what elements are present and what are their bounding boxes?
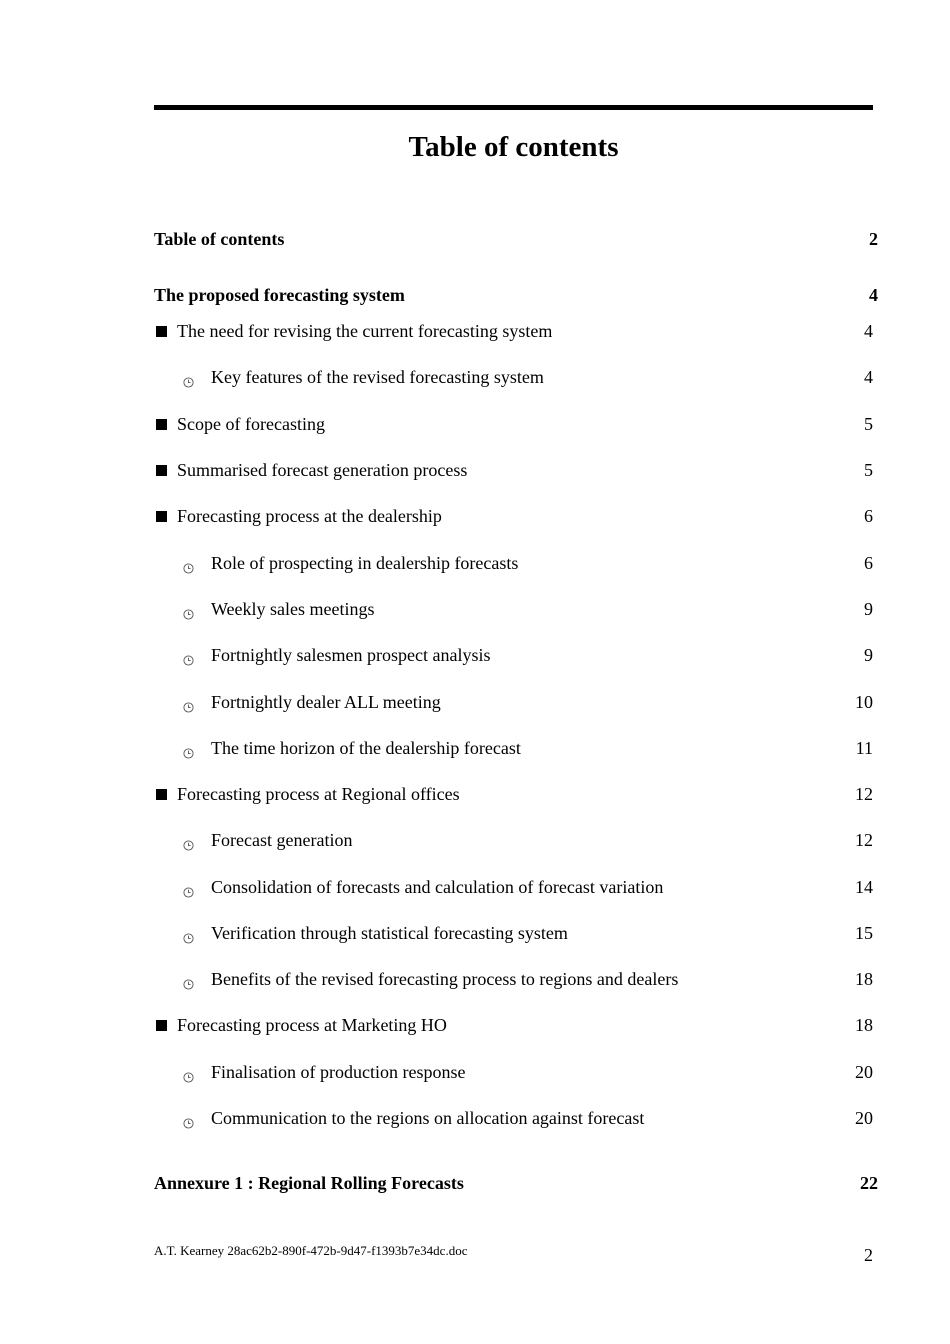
- toc-entry-page: 11: [855, 738, 873, 758]
- toc-entry-page: 2: [869, 229, 878, 249]
- toc-entry-title: Role of prospecting in dealership forecasts: [211, 553, 519, 573]
- toc-entry-page: 10: [855, 692, 873, 712]
- toc-entry[interactable]: [154, 1105, 878, 1131]
- footer-text: A.T. Kearney 28ac62b2-890f-472b-9d47-f1393b7e34dc.doc: [154, 1243, 468, 1258]
- toc-entry-title: Forecasting process at Marketing HO: [177, 1015, 447, 1035]
- toc-entry-page: 18: [855, 1015, 873, 1035]
- top-rule: [154, 105, 873, 110]
- toc-entry-page: 14: [855, 877, 873, 897]
- toc-entry[interactable]: [154, 689, 878, 715]
- toc-entry[interactable]: [154, 226, 878, 252]
- toc-entry-title: Verification through statistical forecasting system: [211, 923, 568, 943]
- toc-entry-title: Forecasting process at the dealership: [177, 506, 442, 526]
- toc-entry[interactable]: [154, 827, 878, 853]
- toc-entry-page: 5: [864, 414, 873, 434]
- toc-entry-page: 4: [869, 285, 878, 305]
- toc-entry[interactable]: [154, 411, 878, 437]
- toc-entry-title: Weekly sales meetings: [211, 599, 375, 619]
- toc-entry-title: Fortnightly dealer ALL meeting: [211, 692, 441, 712]
- toc-entry-page: 5: [864, 460, 873, 480]
- toc-entry-title: The proposed forecasting system: [154, 285, 405, 305]
- square-bullet-icon: [156, 789, 167, 800]
- toc-entry-title: Fortnightly salesmen prospect analysis: [211, 645, 491, 665]
- toc-entry[interactable]: [154, 642, 878, 668]
- clock-bullet-icon: [183, 1113, 194, 1124]
- clock-bullet-icon: [183, 974, 194, 985]
- toc-entry[interactable]: [154, 1059, 878, 1085]
- clock-bullet-icon: [183, 1067, 194, 1078]
- toc-entry[interactable]: [154, 503, 878, 529]
- toc-entry-page: 15: [855, 923, 873, 943]
- toc-entry[interactable]: [154, 1012, 878, 1038]
- toc-entry-title: The time horizon of the dealership forecast: [211, 738, 521, 758]
- square-bullet-icon: [156, 326, 167, 337]
- toc-entry-page: 12: [855, 830, 873, 850]
- toc-entry[interactable]: [154, 282, 878, 308]
- toc-entry-title: Forecasting process at Regional offices: [177, 784, 460, 804]
- toc-entry-page: 6: [864, 553, 873, 573]
- toc-entry-title: Annexure 1 : Regional Rolling Forecasts: [154, 1173, 464, 1193]
- toc-entry-page: 20: [855, 1062, 873, 1082]
- toc-entry-title: Benefits of the revised forecasting process to regions and dealers: [211, 969, 679, 989]
- clock-bullet-icon: [183, 372, 194, 383]
- toc-entry[interactable]: [154, 1170, 878, 1196]
- clock-bullet-icon: [183, 650, 194, 661]
- toc-entry-title: Consolidation of forecasts and calculation of forecast variation: [211, 877, 664, 897]
- toc-entry[interactable]: [154, 318, 878, 344]
- toc-entry[interactable]: [154, 735, 878, 761]
- toc-entry-page: 18: [855, 969, 873, 989]
- toc-entry-page: 12: [855, 784, 873, 804]
- toc-entry-title: Table of contents: [154, 229, 285, 249]
- footer-page-number: 2: [864, 1245, 873, 1265]
- toc-entry-page: 22: [860, 1173, 878, 1193]
- clock-bullet-icon: [183, 882, 194, 893]
- clock-bullet-icon: [183, 743, 194, 754]
- toc-entry-page: 9: [864, 599, 873, 619]
- toc-entry-title: Scope of forecasting: [177, 414, 325, 434]
- toc-entry-title: Communication to the regions on allocation against forecast: [211, 1108, 645, 1128]
- toc-entry[interactable]: [154, 874, 878, 900]
- toc-entry-title: Key features of the revised forecasting system: [211, 367, 544, 387]
- toc-entry[interactable]: [154, 364, 878, 390]
- toc-entry[interactable]: [154, 550, 878, 576]
- toc-entry-title: Finalisation of production response: [211, 1062, 466, 1082]
- square-bullet-icon: [156, 465, 167, 476]
- clock-bullet-icon: [183, 558, 194, 569]
- clock-bullet-icon: [183, 604, 194, 615]
- toc-entry-page: 4: [864, 367, 873, 387]
- toc-entry[interactable]: [154, 920, 878, 946]
- page-title: Table of contents: [408, 131, 619, 163]
- toc-entry-title: The need for revising the current forecasting system: [177, 321, 553, 341]
- clock-bullet-icon: [183, 928, 194, 939]
- clock-bullet-icon: [183, 835, 194, 846]
- toc-entry-page: 6: [864, 506, 873, 526]
- toc-entry-page: 4: [864, 321, 873, 341]
- toc-entry-title: Forecast generation: [211, 830, 353, 850]
- toc-entry[interactable]: [154, 596, 878, 622]
- square-bullet-icon: [156, 511, 167, 522]
- clock-bullet-icon: [183, 697, 194, 708]
- toc-entry-page: 9: [864, 645, 873, 665]
- toc-entry-page: 20: [855, 1108, 873, 1128]
- square-bullet-icon: [156, 419, 167, 430]
- toc-entry[interactable]: [154, 781, 878, 807]
- square-bullet-icon: [156, 1020, 167, 1031]
- toc-entry[interactable]: [154, 457, 878, 483]
- toc-entry-title: Summarised forecast generation process: [177, 460, 468, 480]
- toc-entry[interactable]: [154, 966, 878, 992]
